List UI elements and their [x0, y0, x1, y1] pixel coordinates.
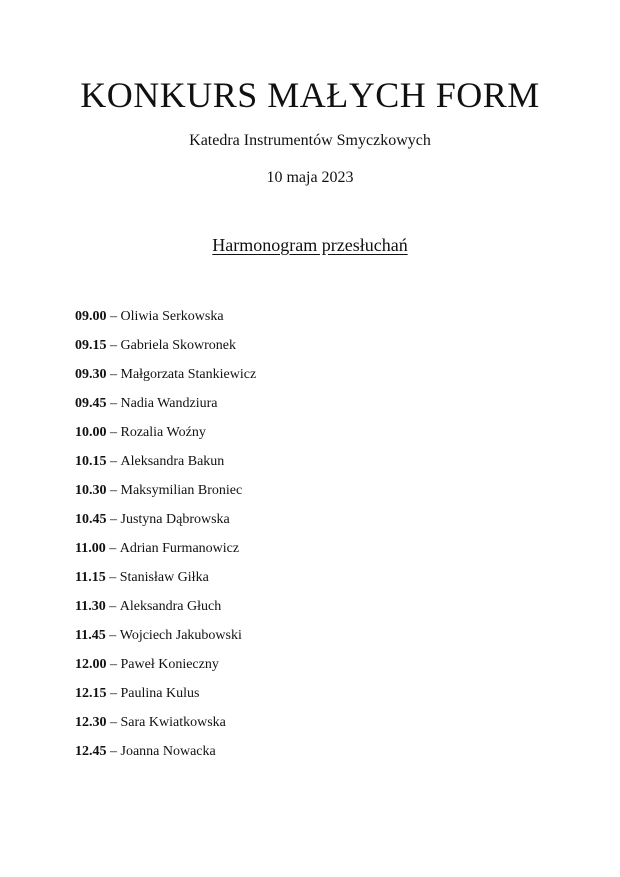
document-title: KONKURS MAŁYCH FORM [80, 75, 540, 115]
entry-name: Stanisław Giłka [119, 569, 209, 585]
schedule-entry [75, 505, 560, 534]
schedule-entry [75, 389, 560, 418]
entry-time: 11.30 [75, 598, 106, 614]
entry-time: 10.30 [75, 482, 107, 498]
entry-name: Adrian Furmanowicz [119, 540, 240, 556]
entry-time: 09.00 [75, 308, 107, 324]
schedule-entry [75, 679, 560, 708]
entry-name: Paweł Konieczny [120, 656, 219, 672]
schedule-entry [75, 418, 560, 447]
entry-separator: – [106, 482, 121, 498]
entry-time: 11.45 [75, 627, 106, 643]
entry-name: Aleksandra Głuch [119, 598, 222, 614]
schedule-entry [75, 708, 560, 737]
entry-time: 12.45 [75, 743, 107, 759]
entry-name: Justyna Dąbrowska [120, 511, 230, 527]
entry-separator: – [106, 685, 121, 701]
entry-time: 09.45 [75, 395, 107, 411]
entry-time: 10.45 [75, 511, 107, 527]
entry-separator: – [105, 569, 120, 585]
schedule-entry [75, 476, 560, 505]
entry-separator: – [106, 656, 121, 672]
entry-separator: – [106, 743, 121, 759]
entry-name: Wojciech Jakubowski [119, 627, 242, 643]
entry-separator: – [106, 511, 121, 527]
entry-separator: – [106, 337, 121, 353]
entry-name: Joanna Nowacka [120, 743, 216, 759]
section-heading: Harmonogram przesłuchań [212, 234, 408, 255]
entry-separator: – [105, 627, 120, 643]
schedule-entry [75, 737, 560, 766]
entry-separator: – [105, 598, 120, 614]
schedule-entry [75, 592, 560, 621]
entry-time: 11.00 [75, 540, 106, 556]
entry-separator: – [106, 453, 121, 469]
entry-name: Małgorzata Stankiewicz [120, 366, 257, 382]
entry-name: Gabriela Skowronek [120, 337, 236, 353]
entry-time: 12.30 [75, 714, 107, 730]
schedule-entry [75, 563, 560, 592]
entry-time: 10.00 [75, 424, 107, 440]
entry-name: Paulina Kulus [120, 685, 200, 701]
entry-separator: – [106, 714, 121, 730]
entry-separator: – [105, 540, 120, 556]
schedule-entry [75, 650, 560, 679]
entry-name: Maksymilian Broniec [120, 482, 243, 498]
schedule-entry [75, 302, 560, 331]
entry-time: 12.00 [75, 656, 107, 672]
document-subtitle: Katedra Instrumentów Smyczkowych [189, 131, 431, 149]
schedule-entry [75, 447, 560, 476]
entry-name: Nadia Wandziura [120, 395, 218, 411]
schedule-entry [75, 360, 560, 389]
entry-name: Sara Kwiatkowska [120, 714, 226, 730]
entry-separator: – [106, 308, 121, 324]
entry-time: 10.15 [75, 453, 107, 469]
entry-name: Rozalia Woźny [120, 424, 206, 440]
entry-name: Aleksandra Bakun [120, 453, 225, 469]
schedule-entry [75, 621, 560, 650]
entry-time: 11.15 [75, 569, 106, 585]
entry-name: Oliwia Serkowska [120, 308, 224, 324]
entry-time: 09.30 [75, 366, 107, 382]
entry-time: 12.15 [75, 685, 107, 701]
entry-separator: – [106, 366, 121, 382]
schedule-list [0, 302, 620, 766]
entry-separator: – [106, 424, 121, 440]
schedule-entry [75, 331, 560, 360]
entry-time: 09.15 [75, 337, 107, 353]
document-date: 10 maja 2023 [266, 168, 354, 186]
entry-separator: – [106, 395, 121, 411]
schedule-entry [75, 534, 560, 563]
